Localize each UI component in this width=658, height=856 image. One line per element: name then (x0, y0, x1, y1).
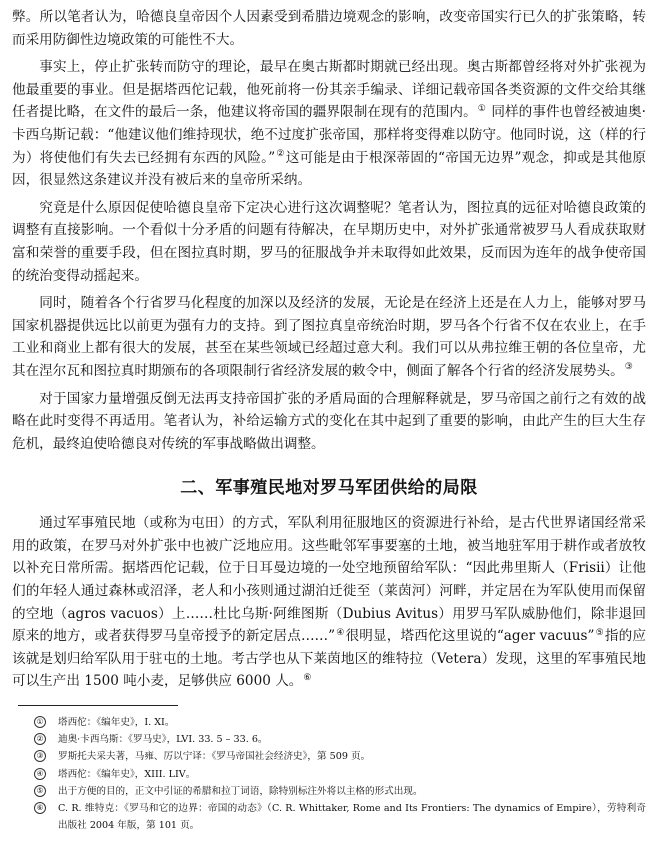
paragraph-text: 这可能是由于根深蒂固的“帝国无边界”观念，抑或是其他原因，很显然这条建议并没有被后来的皇帝所采纳。 (12, 149, 646, 189)
footnote-ref-1[interactable]: ① (477, 103, 486, 114)
footnotes-list (12, 714, 646, 834)
paragraph-1 (12, 6, 646, 51)
footnote-item (34, 748, 646, 765)
footnote-divider (18, 705, 178, 706)
paragraph-text: 指的应该就是划归给军队用于驻屯的土地。考古学也从下莱茵地区的维特拉（Vetera）发现，这里的军事殖民地可以生产出 1500 吨小麦，足够供应 6000 人。 (12, 628, 647, 690)
footnote-text: 塔西佗：《编年史》，I. XI。 (58, 717, 175, 729)
footnote-item (34, 714, 646, 731)
footnote-item (34, 731, 646, 748)
footnote-ref-2[interactable]: ② (276, 149, 285, 160)
footnote-ref-6[interactable]: ⑥ (303, 672, 312, 683)
paragraph-text: 同时，随着各个行省罗马化程度的加深以及经济的发展，无论是在经济上还是在人力上，能够对罗马国家机器提供远比以前更为强有力的支持。到了图拉真皇帝统治时期，罗马各个行省不仅在农业上，在手工业和商业上都有很大的发展，甚至在某些领域已经超过意大利。我们可以从弗拉维王朝的各位皇帝，尤其在涅尔瓦和图拉真时期颁布的各项限制行省经济发展的敕令中，侧面了解各个行省的经济发展势头。 (12, 295, 646, 379)
section-heading: 二、军事殖民地对罗马军团供给的局限 (180, 478, 478, 499)
footnote-item (34, 766, 646, 783)
footnote-number: ② (34, 733, 46, 745)
paragraph-text: 通过军事殖民地（或称为屯田）的方式，军队利用征服地区的资源进行补给，是古代世界诸国经常采用的政策，在罗马对外扩张中也被广泛地应用。这些毗邻军事要塞的土地，被当地驻军用于耕作或者放牧以补充日常所需。据塔西佗记载，位于日耳曼边境的一处空地预留给军队：“因此弗里斯人（Frisii）让他们的年轻人通过森林或沼泽，老人和小孩则通过湖泊迁徙至（莱茵河）河畔，并定居在为军队使用而保留的空地（agros vacuos）上……杜比乌斯·阿维图斯（Dubius Avitus）用罗马军队威胁他们，除非退回原来的地方，或者获得罗马皇帝授予的新定居点……” (12, 515, 646, 645)
footnote-ref-4[interactable]: ④ (336, 627, 345, 638)
paragraph-text: 同样的事件也曾经被迪奥·卡西乌斯记载：“他建议他们维持现状，绝不过度扩张帝国，那样将变得难以防守。他同时说，这（样的行为）将使他们有失去已经拥有东西的风险。” (12, 104, 647, 166)
paragraph-text: 对于国家力量增强反倒无法再支持帝国扩张的矛盾局面的合理解释就是，罗马帝国之前行之有效的战略在此时变得不再适用。笔者认为，补给运输方式的变化在其中起到了重要的影响，由此产生的巨大生存危机，最终迫使哈德良对传统的军事战略做出调整。 (12, 390, 646, 452)
footnote-item (34, 800, 646, 834)
footnote-number: ③ (34, 750, 46, 762)
paragraph-2 (12, 56, 646, 192)
paragraph-text: 事实上，停止扩张转而防守的理论，最早在奥古斯都时期就已经出现。奥古斯都曾经将对外扩张视为他最重要的事业。但是据塔西佗记载，他死前将一份其亲手编录、详细记载帝国各类资源的文件交给其继任者提比略，在文件的最后一条，他建议将帝国的疆界限制在现有的范围内。 (12, 59, 646, 121)
paragraph-4 (12, 292, 646, 382)
paragraph-text: 究竟是什么原因促使哈德良皇帝下定决心进行这次调整呢？笔者认为，图拉真的远征对哈德良政策的调整有直接影响。一个看似十分矛盾的问题有待解决，在早期历史中，对外扩张通常被罗马人看成获取财富和荣誉的重要手段，但在图拉真时期，罗马的征服战争并未取得如此效果，反而因为连年的战争使帝国的统治变得动摇起来。 (12, 199, 646, 284)
paragraph-6 (12, 512, 646, 693)
paragraph-text: 很明显，塔西佗这里说的“ager vacuus” (345, 628, 595, 645)
footnote-text: 迪奥·卡西乌斯：《罗马史》，LVI. 33. 5 – 33. 6。 (58, 734, 268, 746)
footnote-text: 出于方便的目的，正文中引证的希腊和拉丁词语，除特别标注外将以主格的形式出现。 (58, 785, 423, 797)
footnote-ref-5[interactable]: ⑤ (595, 627, 604, 638)
paragraph-text: 弊。所以笔者认为，哈德良皇帝因个人因素受到希腊边境观念的影响，改变帝国实行已久的扩张策略，转而采用防御性边境政策的可能性不大。 (12, 9, 646, 48)
footnote-text: 罗斯托夫采夫著，马雍、厉以宁译：《罗马帝国社会经济史》，第 509 页。 (58, 751, 371, 763)
footnote-number: ⑥ (34, 802, 46, 814)
footnote-item (34, 783, 646, 800)
paragraph-5 (12, 388, 646, 456)
footnote-number: ⑤ (34, 785, 46, 797)
footnote-ref-3[interactable]: ③ (624, 362, 633, 373)
footnote-number: ④ (34, 768, 46, 780)
footnote-number: ① (34, 716, 46, 728)
footnote-text: C. R. 维特克：《罗马和它的边界：帝国的动态》（C. R. Whittaker, Rome and Its Frontiers: The dynamics of Empire），劳特利奇出版社 2004 年版，第 101 页。 (58, 803, 646, 832)
footnote-text: 塔西佗：《编年史》，XIII. LIV。 (58, 768, 196, 780)
paragraph-3 (12, 197, 646, 287)
